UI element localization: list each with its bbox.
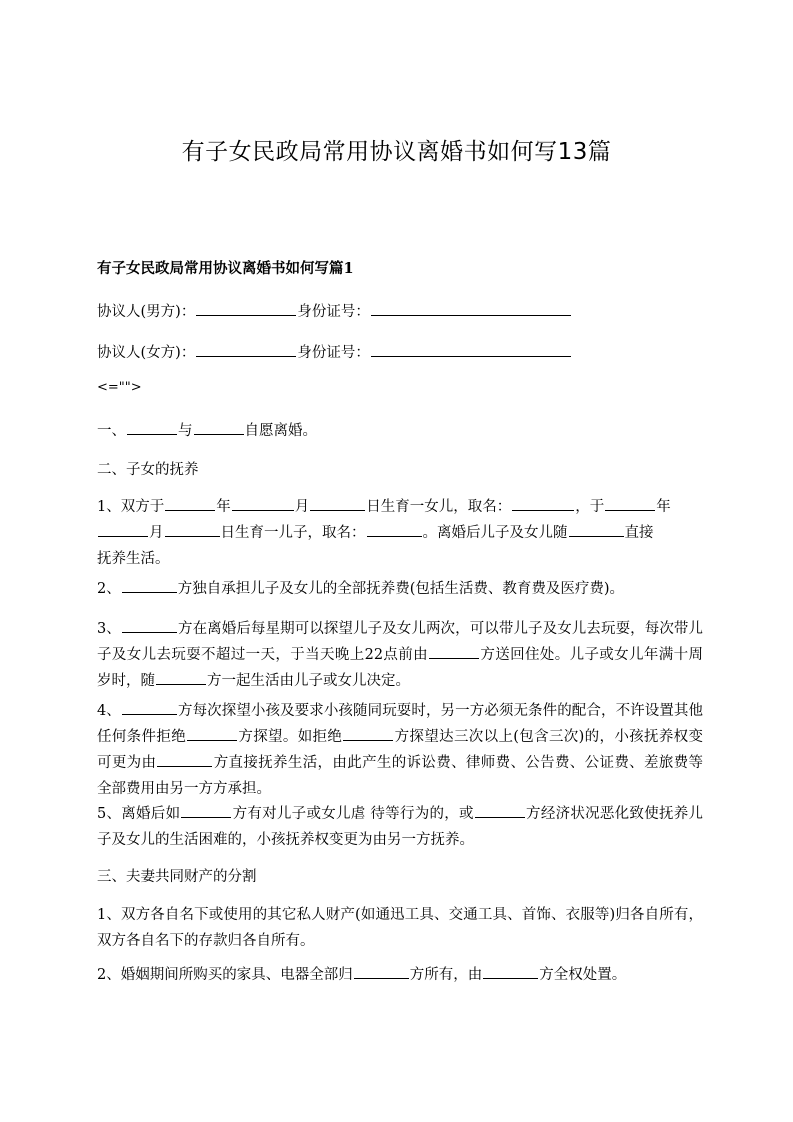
blank xyxy=(165,522,220,537)
section-subtitle: 有子女民政局常用协议离婚书如何写篇1 xyxy=(97,260,354,277)
para-text: ，于 xyxy=(575,499,605,515)
name-blank xyxy=(196,301,296,316)
para-text: 方所有，由 xyxy=(409,967,483,983)
section-2-heading: 二、子女的抚养 xyxy=(97,462,199,478)
blank xyxy=(181,803,231,818)
para-text: 抚养生活。 xyxy=(97,551,170,567)
blank xyxy=(429,644,479,659)
para-text: 5、离婚后如 xyxy=(97,806,181,822)
paragraph-2-1 xyxy=(97,494,703,572)
para-text: 月 xyxy=(149,525,164,541)
para-text: 方探望。如拒绝 xyxy=(238,729,343,745)
party-female-label: 协议人(女方)： xyxy=(97,345,196,361)
blank xyxy=(165,496,215,511)
party-male-line xyxy=(97,301,703,323)
blank xyxy=(122,578,177,593)
para-text: 方独自承担儿子及女儿的全部抚养费(包括生活费、教育费及医疗费)。 xyxy=(177,581,625,597)
blank xyxy=(354,964,409,979)
para-text: 方经济状况恶化致使抚养儿子及女儿的生活困难的，小孩抚养权变更为由另一方抚养。 xyxy=(97,806,703,848)
clause-text: 与 xyxy=(178,423,193,439)
paragraph-2-4 xyxy=(97,698,703,802)
paragraph-3-2 xyxy=(97,964,703,986)
document-title: 有子女民政局常用协议离婚书如何写13篇 xyxy=(181,139,612,165)
para-text: 年 xyxy=(216,499,231,515)
paragraph-3-1: 1、双方各自名下或使用的其它私人财产(如通迅工具、交通工具、首饰、衣服等)归各自所有，双方各自名下的存款归各自所有。 xyxy=(97,907,703,949)
para-text: 方每次探望小孩及要求小孩随同玩耍时，另一方必须无条件的配合，不许设置其他任何条件拒绝 xyxy=(97,703,703,745)
para-text: 方探望达三次以上(包含三次)的，小孩抚养权变可更为由 xyxy=(97,729,704,771)
name-blank xyxy=(196,342,296,357)
para-text: 日生育一儿子，取名： xyxy=(220,525,366,541)
blank xyxy=(194,420,244,435)
para-text: 1、双方于 xyxy=(97,499,165,515)
para-text: 4、 xyxy=(97,703,121,719)
clause-text: 自愿离婚。 xyxy=(244,423,317,439)
para-text: 年 xyxy=(656,499,671,515)
para-text: 方一起生活由儿子或女儿决定。 xyxy=(207,673,410,689)
id-blank xyxy=(371,301,571,316)
blank xyxy=(187,726,237,741)
blank xyxy=(483,964,538,979)
clause-1 xyxy=(97,420,703,442)
blank xyxy=(343,726,393,741)
blank xyxy=(98,522,148,537)
blank xyxy=(512,496,574,511)
blank xyxy=(475,803,525,818)
para-text: 2、婚姻期间所购买的家具、电器全部归 xyxy=(97,967,353,983)
blank xyxy=(367,522,422,537)
blank xyxy=(156,670,206,685)
section-3-heading: 三、夫妻共同财产的分割 xyxy=(97,869,257,885)
id-label: 身份证号： xyxy=(297,345,370,361)
party-female-line xyxy=(97,342,703,364)
paragraph-2-3 xyxy=(97,616,703,694)
para-text: 方全权处置。 xyxy=(539,967,627,983)
party-male-label: 协议人(男方)： xyxy=(97,304,196,320)
para-text: 月 xyxy=(294,499,310,515)
para-text: 方在离婚后每星期可以探望儿子及女儿两次，可以带儿子及女儿去玩耍，每次带儿子及女儿去玩耍不超过一天，于当天晚上22点前由 xyxy=(97,621,703,663)
placeholder-text: <=""> xyxy=(97,380,142,395)
para-text: 2、 xyxy=(97,581,121,597)
para-text: 方有对儿子或女儿虐 待等行为的，或 xyxy=(232,806,474,822)
para-text: 。离婚后儿子及女儿随 xyxy=(422,525,568,541)
clause-text: 一、 xyxy=(97,423,126,439)
paragraph-2-2 xyxy=(97,578,703,600)
id-blank xyxy=(371,342,571,357)
blank xyxy=(605,496,655,511)
blank xyxy=(122,700,177,715)
blank xyxy=(569,522,624,537)
blank xyxy=(122,618,177,633)
blank xyxy=(232,496,294,511)
blank xyxy=(127,420,177,435)
para-text: 方送回住处。儿子或女儿年满十周岁时，随 xyxy=(97,647,704,689)
para-text: 日生育一女儿，取名： xyxy=(366,499,512,515)
para-text: 方直接抚养生活，由此产生的诉讼费、律师费、公告费、公证费、差旅费等全部费用由另一方方承担。 xyxy=(97,755,704,797)
blank xyxy=(157,752,212,767)
para-text: 直接 xyxy=(624,525,654,541)
para-text: 3、 xyxy=(97,621,121,637)
paragraph-2-5 xyxy=(97,801,703,853)
id-label: 身份证号： xyxy=(297,304,370,320)
blank xyxy=(310,496,365,511)
